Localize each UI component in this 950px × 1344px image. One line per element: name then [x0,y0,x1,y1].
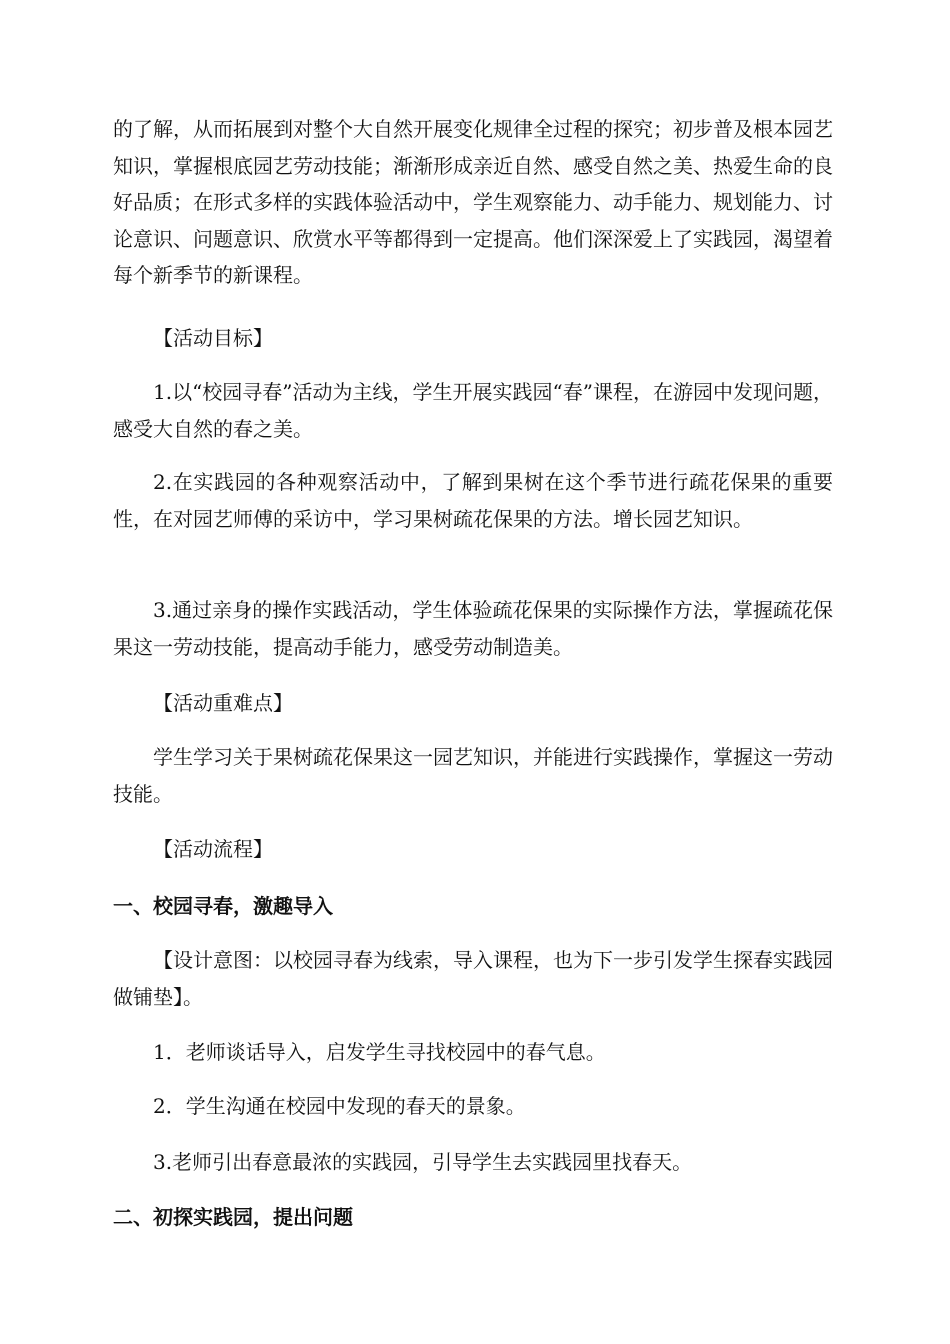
step-item-2: 2．学生沟通在校园中发现的春天的景象。 [153,1094,526,1118]
process-heading: 【活动流程】 [153,837,273,861]
keypoints-paragraph: 学生学习关于果树疏花保果这一园艺知识，并能进行实践操作，掌握这一劳动技能。 [113,745,833,806]
intro-paragraph: 的了解，从而拓展到对整个大自然开展变化规律全过程的探究；初步普及根本园艺知识，掌握根底园艺劳动技能；渐渐形成亲近自然、感受自然之美、热爱生命的良好品质；在形式多样的实践体验活动中，学生观察能力、动手能力、规划能力、讨论意识、问题意识、欣赏水平等都得到一定提高。他们深深爱上了实践园，渴望着每个新季节的新课程。 [113,117,833,287]
goals-heading: 【活动目标】 [153,326,273,350]
step-item-1: 1．老师谈话导入，启发学生寻找校园中的春气息。 [153,1040,606,1064]
section-1-title: 一、校园寻春，激趣导入 [113,894,333,918]
goal-item-2: 2.在实践园的各种观察活动中，了解到果树在这个季节进行疏花保果的重要性，在对园艺师傅的采访中，学习果树疏花保果的方法。增长园艺知识。 [113,470,833,531]
goal-item-3: 3.通过亲身的操作实践活动，学生体验疏花保果的实际操作方法，掌握疏花保果这一劳动技能，提高动手能力，感受劳动制造美。 [113,598,833,659]
goal-item-1: 1.以“校园寻春”活动为主线，学生开展实践园“春”课程，在游园中发现问题，感受大自然的春之美。 [113,380,833,441]
section-2-title: 二、初探实践园，提出问题 [113,1205,353,1229]
keypoints-heading: 【活动重难点】 [153,691,293,715]
step-item-3: 3.老师引出春意最浓的实践园，引导学生去实践园里找春天。 [153,1150,693,1174]
design-intent-paragraph: 【设计意图：以校园寻春为线索，导入课程，也为下一步引发学生探春实践园做铺垫】。 [113,948,833,1009]
